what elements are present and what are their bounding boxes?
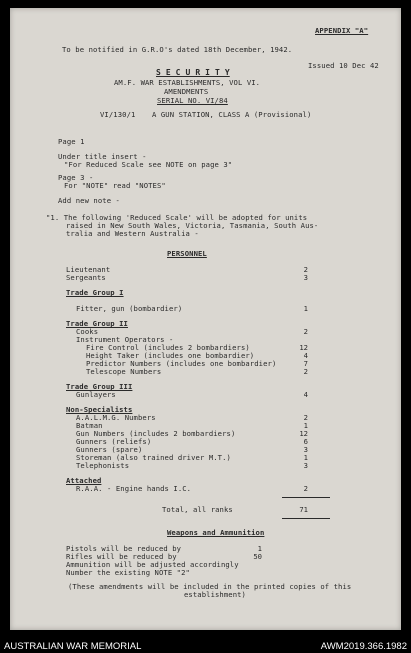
unit-code: VI/130/1 (100, 110, 136, 119)
row-label: Fire Control (includes 2 bombardiers) (86, 343, 250, 352)
row-value: 12 (299, 429, 308, 438)
row-label: Storeman (also trained driver M.T.) (76, 453, 231, 462)
total-rule-bottom (282, 518, 330, 519)
row-label: Telescope Numbers (86, 367, 162, 376)
establishment-title: AM.F. WAR ESTABLISHMENTS, VOL VI. (114, 78, 261, 87)
row-label: Gunners (reliefs) (76, 437, 152, 446)
row-value: 4 (303, 390, 308, 399)
archive-footer (0, 638, 411, 653)
closing-line-2: establishment) (184, 590, 246, 599)
row-value: 2 (303, 327, 308, 336)
note-line-1: "1. The following 'Reduced Scale' will be adopted for units (46, 213, 308, 222)
group-heading: Trade Group III (66, 382, 133, 391)
row-value: 2 (303, 367, 308, 376)
row-value: 3 (303, 461, 308, 470)
weapons-value: 50 (253, 552, 262, 561)
note-line-2: raised in New South Wales, Victoria, Tasmania, South Aus- (66, 221, 319, 230)
row-value: 12 (299, 343, 308, 352)
total-value: 71 (299, 505, 308, 514)
row-label: Height Taker (includes one bombardier) (86, 351, 255, 360)
row-label: A.A.L.M.G. Numbers (76, 413, 156, 422)
row-value: 2 (303, 413, 308, 422)
page3-instruction: For "NOTE" read "NOTES" (64, 181, 166, 190)
total-label: Total, all ranks (162, 505, 233, 514)
row-value: 1 (303, 453, 308, 462)
row-label: Predictor Numbers (includes one bombardier) (86, 359, 277, 368)
weapons-heading: Weapons and Ammunition (167, 528, 265, 537)
row-value: 2 (303, 265, 308, 274)
notification-line: To be notified in G.R.O's dated 18th December, 1942. (62, 45, 293, 54)
footer-institution: AUSTRALIAN WAR MEMORIAL (4, 641, 142, 652)
closing-line-1: (These amendments will be included in the printed copies of this (68, 582, 352, 591)
row-value: 2 (303, 484, 308, 493)
page1-instruction: Under title insert - (58, 152, 147, 161)
page3-label: Page 3 - (58, 173, 94, 182)
row-label: Lieutenant (66, 265, 111, 274)
row-value: 1 (303, 421, 308, 430)
serial-number: SERIAL NO. VI/84 (157, 96, 228, 105)
row-label: Telephonists (76, 461, 130, 470)
security-heading: S E C U R I T Y (156, 68, 230, 77)
page1-insert-text: "For Reduced Scale see NOTE on page 3" (64, 160, 233, 169)
add-note-label: Add new note - (58, 196, 120, 205)
row-value: 1 (303, 304, 308, 313)
row-label: Gun Numbers (includes 2 bombardiers) (76, 429, 236, 438)
footer-accession-number: AWM2019.366.1982 (320, 641, 407, 652)
weapons-line: Number the existing NOTE "2" (66, 568, 190, 577)
weapons-line: Rifles will be reduced by (66, 552, 177, 561)
row-label: Cooks (76, 327, 99, 336)
appendix-label: APPENDIX "A" (315, 26, 369, 35)
row-label: Fitter, gun (bombardier) (76, 304, 183, 313)
issued-date: Issued 10 Dec 42 (308, 61, 379, 70)
weapons-value: 1 (257, 544, 262, 553)
row-label: R.A.A. - Engine hands I.C. (76, 484, 192, 493)
group-heading: Trade Group I (66, 288, 124, 297)
row-label: Gunlayers (76, 390, 116, 399)
row-label: Sergeants (66, 273, 106, 282)
note-line-3: tralia and Western Australia - (66, 229, 199, 238)
amendments-title: AMENDMENTS (164, 87, 209, 96)
document-page (10, 8, 401, 630)
personnel-heading: PERSONNEL (167, 249, 207, 258)
row-label: Gunners (spare) (76, 445, 143, 454)
page1-label: Page 1 (58, 137, 85, 146)
group-heading: Non-Specialists (66, 405, 133, 414)
row-value: 7 (303, 359, 308, 368)
group-heading: Attached (66, 476, 102, 485)
row-label: Instrument Operators - (76, 335, 174, 344)
weapons-line: Ammunition will be adjusted accordingly (66, 560, 239, 569)
row-label: Batman (76, 421, 103, 430)
unit-name: A GUN STATION, CLASS A (Provisional) (152, 110, 312, 119)
row-value: 3 (303, 273, 308, 282)
weapons-line: Pistols will be reduced by (66, 544, 182, 553)
row-value: 4 (303, 351, 308, 360)
total-rule-top (282, 497, 330, 498)
group-heading: Trade Group II (66, 319, 128, 328)
row-value: 3 (303, 445, 308, 454)
row-value: 6 (303, 437, 308, 446)
